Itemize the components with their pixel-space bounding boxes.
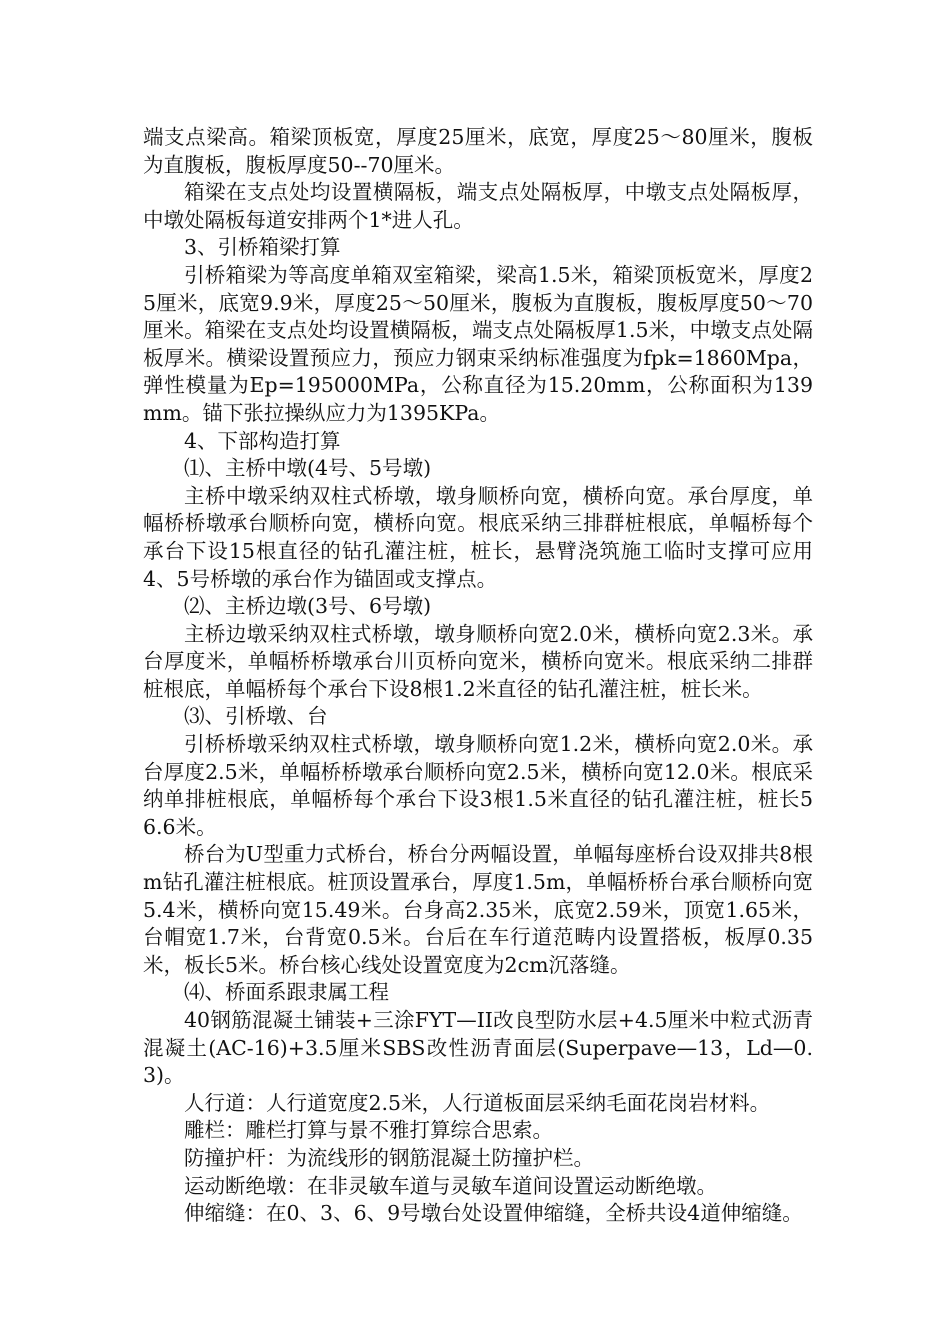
paragraph: 桥台为U型重力式桥台，桥台分两幅设置，单幅每座桥台设双排共8根m钻孔灌注桩根底。桩顶设置承台，厚度1.5m，单幅桥桥台承台顺桥向宽5.4米，横桥向宽15.49米。台身高2.35米，底宽2.59米，顶宽1.65米，台帽宽1.7米，台背宽0.5米。台后在车行道范畴内设置搭板，板厚0.35米，板长5米。桥台核心线处设置宽度为2cm沉落缝。 xyxy=(143,842,813,977)
paragraph: 主桥中墩采纳双柱式桥墩，墩身顺桥向宽，横桥向宽。承台厚度，单幅桥桥墩承台顺桥向宽，横桥向宽。根底采纳三排群桩根底，单幅桥每个承台下设15根直径的钻孔灌注桩，桩长，悬臂浇筑施工临时支撑可应用4、5号桥墩的承台作为锚固或支撑点。 xyxy=(143,483,813,591)
paragraph: 箱梁在支点处均设置横隔板，端支点处隔板厚，中墩支点处隔板厚，中墩处隔板每道安排两个1*进人孔。 xyxy=(143,180,813,232)
section-heading: 3、引桥箱梁打算 xyxy=(184,235,341,260)
paragraph: 防撞护杆：为流线形的钢筋混凝土防撞护栏。 xyxy=(184,1145,594,1170)
subsection-heading: ⑴、主桥中墩(4号、5号墩) xyxy=(184,456,432,481)
subsection-heading: ⑷、桥面系跟隶属工程 xyxy=(184,980,389,1005)
subsection-heading: ⑶、引桥墩、台 xyxy=(184,704,328,729)
document-body xyxy=(143,124,813,1228)
paragraph: 引桥桥墩采纳双柱式桥墩，墩身顺桥向宽1.2米，横桥向宽2.0米。承台厚度2.5米，单幅桥桥墩承台顺桥向宽2.5米，横桥向宽12.0米。根底采纳单排桩根底，单幅桥每个承台下设3根1.5米直径的钻孔灌注桩，桩长56.6米。 xyxy=(143,732,813,839)
paragraph: 主桥边墩采纳双柱式桥墩，墩身顺桥向宽2.0米，横桥向宽2.3米。承台厚度米，单幅桥桥墩承台川页桥向宽米，横桥向宽米。根底采纳二排群桩根底，单幅桥每个承台下设8根1.2米直径的钻孔灌注桩，桩长米。 xyxy=(143,621,813,701)
section-heading: 4、下部构造打算 xyxy=(184,428,341,453)
subsection-heading: ⑵、主桥边墩(3号、6号墩) xyxy=(184,594,432,619)
paragraph: 人行道：人行道宽度2.5米，人行道板面层采纳毛面花岗岩材料。 xyxy=(184,1090,771,1115)
paragraph: 端支点梁高。箱梁顶板宽，厚度25厘米，底宽，厚度25～80厘米，腹板为直腹板，腹板厚度50--70厘米。 xyxy=(143,125,813,177)
paragraph: 运动断绝墩：在非灵敏车道与灵敏车道间设置运动断绝墩。 xyxy=(184,1173,717,1198)
paragraph: 伸缩缝：在0、3、6、9号墩台处设置伸缩缝，全桥共设4道伸缩缝。 xyxy=(184,1201,803,1226)
paragraph: 引桥箱梁为等高度单箱双室箱梁，梁高1.5米，箱梁顶板宽米，厚度25厘米，底宽9.9米，厚度25～50厘米，腹板为直腹板，腹板厚度50～70厘米。箱梁在支点处均设置横隔板，端支点处隔板厚1.5米，中墩支点处隔板厚米。横梁设置预应力，预应力钢束采纳标准强度为fpk=1860Mpa，弹性模量为Ep=195000MPa，公称直径为15.20mm，公称面积为139mm。锚下张拉操纵应力为1395KPa。 xyxy=(143,262,813,425)
paragraph: 40钢筋混凝土铺装+三涂FYT—II改良型防水层+4.5厘米中粒式沥青混凝土(AC-16)+3.5厘米SBS改性沥青面层(Superpave—13，Ld—0.3)。 xyxy=(143,1008,813,1088)
paragraph: 雕栏：雕栏打算与景不雅打算综合思索。 xyxy=(184,1118,553,1143)
